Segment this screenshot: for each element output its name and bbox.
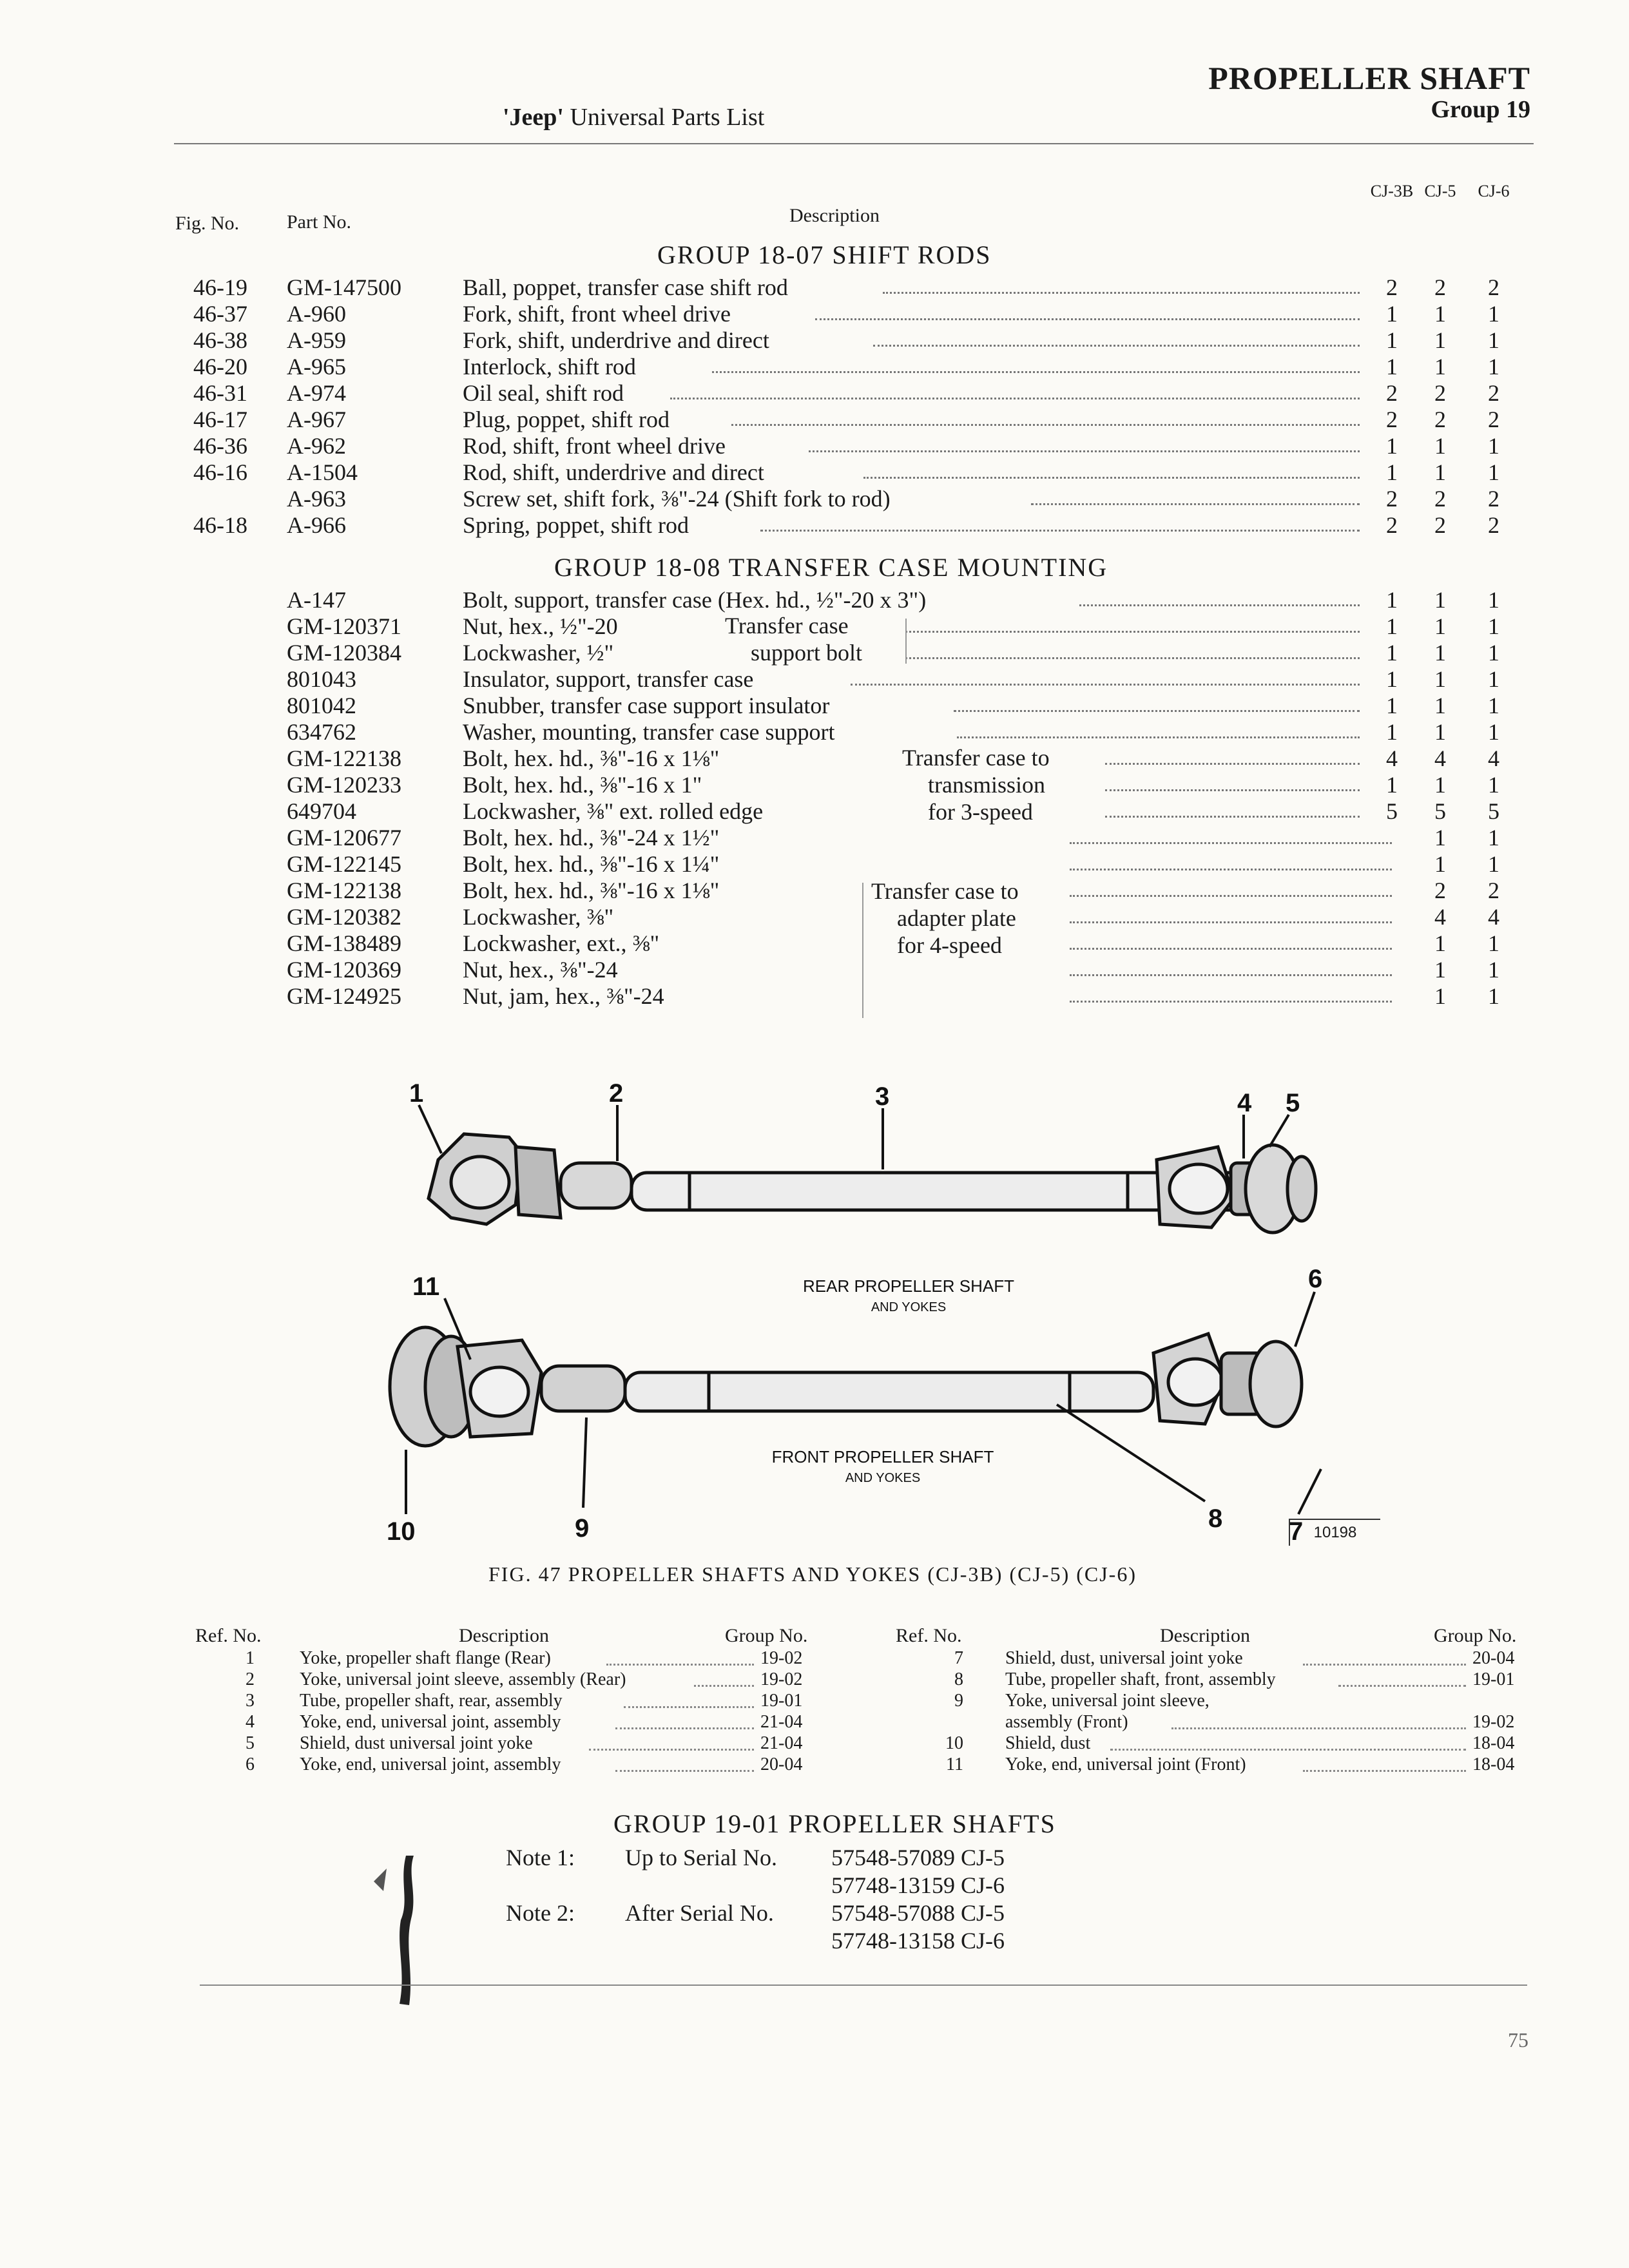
- callout-3: 3: [875, 1082, 890, 1111]
- qty-cj5: 1: [1434, 930, 1446, 956]
- part-number: GM-120233: [287, 772, 401, 798]
- ref-group-number: 19-01: [760, 1691, 803, 1711]
- col-model-cj5: CJ-5: [1424, 182, 1456, 200]
- ref-leader-dots: [1338, 1685, 1466, 1687]
- part-number: 649704: [287, 798, 356, 824]
- callout-7: 7: [1289, 1517, 1304, 1546]
- qty-cj3b: 1: [1386, 433, 1398, 459]
- note-2-label: Note 2:: [506, 1900, 575, 1926]
- col-part-no: Part No.: [287, 211, 351, 233]
- part-description: Oil seal, shift rod: [463, 380, 624, 406]
- note-2-serial-cj6: 57748-13158 CJ-6: [831, 1928, 1005, 1954]
- qty-cj3b: 2: [1386, 274, 1398, 300]
- qty-cj5: 1: [1434, 825, 1446, 850]
- side-note-support: Transfer case support bolt: [725, 613, 863, 666]
- part-number: GM-147500: [287, 274, 401, 300]
- leader-dots: [851, 684, 1360, 686]
- qty-cj6: 1: [1488, 587, 1499, 613]
- part-description: Bolt, hex. hd., ⅜"-24 x 1½": [463, 825, 720, 850]
- qty-cj3b: 1: [1386, 772, 1398, 798]
- leader-dots: [760, 530, 1360, 532]
- list-title: Universal Parts List: [563, 104, 765, 131]
- ref-number: 8: [954, 1669, 963, 1689]
- qty-cj6: 2: [1488, 486, 1499, 512]
- part-number: GM-120384: [287, 640, 401, 666]
- qty-cj3b: 4: [1386, 745, 1398, 771]
- ref-leader-dots: [606, 1664, 754, 1666]
- qty-cj6: 2: [1488, 512, 1499, 538]
- part-row: [0, 432, 1629, 459]
- part-number: 801042: [287, 693, 356, 718]
- part-number: A-966: [287, 512, 346, 538]
- ref-description: Yoke, end, universal joint, assembly: [300, 1754, 561, 1774]
- callout-2: 2: [609, 1079, 624, 1108]
- qty-cj5: 1: [1434, 772, 1446, 798]
- description-header-right: Description: [1160, 1625, 1250, 1646]
- qty-cj3b: 1: [1386, 327, 1398, 353]
- qty-cj3b: 5: [1386, 798, 1398, 824]
- ref-leader-dots: [589, 1749, 754, 1751]
- part-row: [0, 485, 1629, 512]
- leader-dots: [954, 710, 1360, 712]
- group-no-header-right: Group No.: [1434, 1625, 1517, 1646]
- ref-number: 7: [954, 1648, 963, 1668]
- ref-group-number: 20-04: [760, 1754, 803, 1774]
- part-description: Nut, jam, hex., ⅜"-24: [463, 983, 664, 1009]
- part-description: Nut, hex., ⅜"-24: [463, 957, 618, 983]
- front-shaft-label-2: AND YOKES: [845, 1471, 921, 1485]
- qty-cj3b: 1: [1386, 693, 1398, 718]
- ref-description: Tube, propeller shaft, rear, assembly: [300, 1691, 563, 1711]
- brace-four-speed: [862, 883, 863, 1018]
- leader-dots: [1105, 763, 1360, 765]
- ref-group-number: 18-04: [1472, 1733, 1515, 1753]
- ref-description: Yoke, universal joint sleeve, assembly (Rear): [300, 1669, 626, 1689]
- part-row: [0, 771, 1629, 798]
- side-note-three-speed: Transfer case to transmission for 3-speed: [902, 745, 1050, 825]
- part-row: [0, 956, 1629, 983]
- callout-4: 4: [1237, 1089, 1252, 1117]
- callout-10: 10: [387, 1517, 416, 1546]
- description-header-left: Description: [459, 1625, 549, 1646]
- col-model-cj6: CJ-6: [1478, 182, 1510, 200]
- fig-number: 46-18: [193, 512, 247, 538]
- side-note-four-speed: Transfer case to adapter plate for 4-speed: [871, 878, 1019, 958]
- qty-cj3b: 1: [1386, 587, 1398, 613]
- qty-cj5: 1: [1434, 613, 1446, 639]
- header-rule: [174, 143, 1534, 144]
- ref-number: 5: [246, 1733, 255, 1753]
- part-row: [0, 718, 1629, 745]
- part-description: Fork, shift, front wheel drive: [463, 301, 731, 327]
- qty-cj5: 1: [1434, 354, 1446, 380]
- qty-cj5: 1: [1434, 640, 1446, 666]
- qty-cj6: 1: [1488, 459, 1499, 485]
- fig-number: 46-37: [193, 301, 247, 327]
- callout-11: 11: [412, 1273, 440, 1301]
- leader-dots: [863, 477, 1360, 479]
- ref-leader-dots: [1171, 1727, 1466, 1729]
- ref-leader-dots: [1110, 1749, 1466, 1751]
- part-row: [0, 745, 1629, 772]
- qty-cj3b: 1: [1386, 301, 1398, 327]
- part-row: [0, 353, 1629, 380]
- ref-number: 1: [246, 1648, 255, 1668]
- part-row: [0, 877, 1629, 904]
- group-title-propeller-shafts: GROUP 19-01 PROPELLER SHAFTS: [613, 1809, 1056, 1838]
- leader-dots: [873, 345, 1360, 347]
- part-description: Bolt, hex. hd., ⅜"-16 x 1⅛": [463, 745, 720, 771]
- qty-cj5: 2: [1434, 380, 1446, 406]
- part-description: Spring, poppet, shift rod: [463, 512, 689, 538]
- part-row: [0, 930, 1629, 957]
- col-description: Description: [789, 205, 880, 226]
- part-description: Bolt, hex. hd., ⅜"-16 x 1": [463, 772, 702, 798]
- ref-number: 10: [945, 1733, 963, 1753]
- qty-cj5: 1: [1434, 851, 1446, 877]
- qty-cj5: 1: [1434, 433, 1446, 459]
- callout-5: 5: [1286, 1089, 1300, 1117]
- qty-cj5: 1: [1434, 459, 1446, 485]
- qty-cj6: 1: [1488, 301, 1499, 327]
- qty-cj6: 5: [1488, 798, 1499, 824]
- part-description: Washer, mounting, transfer case support: [463, 719, 835, 745]
- part-number: A-962: [287, 433, 346, 459]
- qty-cj5: 2: [1434, 512, 1446, 538]
- qty-cj5: 1: [1434, 666, 1446, 692]
- ref-description: Shield, dust: [1005, 1733, 1091, 1753]
- leader-dots: [731, 424, 1360, 426]
- qty-cj6: 1: [1488, 983, 1499, 1009]
- ink-smudge: [361, 1843, 438, 2023]
- qty-cj3b: 1: [1386, 354, 1398, 380]
- leader-dots: [905, 657, 1360, 659]
- ref-description: assembly (Front): [1005, 1712, 1128, 1732]
- ref-description: Yoke, end, universal joint (Front): [1005, 1754, 1246, 1774]
- part-description: Nut, hex., ½"-20: [463, 613, 618, 639]
- qty-cj5: 1: [1434, 327, 1446, 353]
- part-row: [0, 798, 1629, 825]
- qty-cj6: 1: [1488, 693, 1499, 718]
- leader-dots: [1070, 948, 1392, 950]
- leader-dots: [1105, 816, 1360, 818]
- part-description: Interlock, shift rod: [463, 354, 636, 380]
- qty-cj3b: 1: [1386, 459, 1398, 485]
- note-2-serial-cj5: 57548-57088 CJ-5: [831, 1900, 1005, 1926]
- qty-cj6: 4: [1488, 745, 1499, 771]
- qty-cj5: 1: [1434, 693, 1446, 718]
- leader-dots: [883, 292, 1360, 294]
- qty-cj5: 4: [1434, 745, 1446, 771]
- ref-leader-dots: [1303, 1664, 1466, 1666]
- part-row: [0, 824, 1629, 851]
- part-number: A-963: [287, 486, 346, 512]
- part-description: Bolt, support, transfer case (Hex. hd., ½"-20 x 3"): [463, 587, 927, 613]
- footer-rule: [200, 1984, 1527, 1986]
- part-number: GM-122138: [287, 745, 401, 771]
- qty-cj5: 5: [1434, 798, 1446, 824]
- rear-shaft-label: REAR PROPELLER SHAFT: [803, 1276, 1014, 1296]
- part-row: [0, 586, 1629, 613]
- note-1-serial-cj6: 57748-13159 CJ-6: [831, 1872, 1005, 1898]
- qty-cj6: 2: [1488, 878, 1499, 903]
- ref-no-header-left: Ref. No.: [195, 1625, 262, 1646]
- leader-dots: [1070, 921, 1392, 923]
- qty-cj6: 1: [1488, 930, 1499, 956]
- part-number: A-974: [287, 380, 346, 406]
- callout-9: 9: [575, 1514, 590, 1542]
- brace-support: [905, 619, 907, 664]
- fig-number: 46-38: [193, 327, 247, 353]
- qty-cj5: 4: [1434, 904, 1446, 930]
- figure-number: 10198: [1289, 1519, 1380, 1546]
- ref-group-number: 21-04: [760, 1712, 803, 1732]
- ref-group-number: 20-04: [1472, 1648, 1515, 1668]
- part-row: [0, 666, 1629, 693]
- qty-cj5: 2: [1434, 274, 1446, 300]
- ref-number: 11: [946, 1754, 963, 1774]
- ref-leader-dots: [1303, 1770, 1466, 1772]
- part-description: Screw set, shift fork, ⅜"-24 (Shift fork to rod): [463, 486, 891, 512]
- ref-group-number: 18-04: [1472, 1754, 1515, 1774]
- part-number: GM-120371: [287, 613, 401, 639]
- leader-dots: [809, 450, 1360, 452]
- qty-cj5: 1: [1434, 719, 1446, 745]
- note-2-text: After Serial No.: [625, 1900, 774, 1926]
- qty-cj3b: 2: [1386, 407, 1398, 432]
- ref-number: 9: [954, 1691, 963, 1711]
- qty-cj6: 1: [1488, 719, 1499, 745]
- part-description: Ball, poppet, transfer case shift rod: [463, 274, 788, 300]
- qty-cj3b: 2: [1386, 380, 1398, 406]
- ref-description: Shield, dust universal joint yoke: [300, 1733, 533, 1753]
- part-number: 634762: [287, 719, 356, 745]
- part-number: GM-122138: [287, 878, 401, 903]
- group-no-header-left: Group No.: [725, 1625, 808, 1646]
- callout-6: 6: [1308, 1265, 1323, 1293]
- qty-cj6: 4: [1488, 904, 1499, 930]
- page-number: 75: [1508, 2028, 1528, 2052]
- note-1-label: Note 1:: [506, 1845, 575, 1870]
- qty-cj5: 1: [1434, 587, 1446, 613]
- part-description: Lockwasher, ⅜" ext. rolled edge: [463, 798, 764, 824]
- fig-number: 46-31: [193, 380, 247, 406]
- group-title-shift-rods: GROUP 18-07 SHIFT RODS: [657, 240, 992, 269]
- leader-dots: [1070, 895, 1392, 897]
- part-number: GM-120677: [287, 825, 401, 850]
- callout-8: 8: [1208, 1504, 1223, 1533]
- qty-cj5: 1: [1434, 983, 1446, 1009]
- part-number: A-960: [287, 301, 346, 327]
- ref-no-header-right: Ref. No.: [896, 1625, 962, 1646]
- col-model-cj3b: CJ-3B: [1370, 182, 1414, 200]
- part-description: Bolt, hex. hd., ⅜"-16 x 1¼": [463, 851, 720, 877]
- leader-dots: [1031, 503, 1360, 505]
- part-number: A-147: [287, 587, 346, 613]
- part-description: Fork, shift, underdrive and direct: [463, 327, 769, 353]
- parts-list-title: [503, 103, 764, 131]
- leader-dots: [1105, 789, 1360, 791]
- ref-number: 2: [246, 1669, 255, 1689]
- ref-description: Yoke, universal joint sleeve,: [1005, 1691, 1210, 1711]
- part-number: GM-120369: [287, 957, 401, 983]
- qty-cj6: 1: [1488, 354, 1499, 380]
- leader-dots: [815, 318, 1360, 320]
- part-number: GM-138489: [287, 930, 401, 956]
- ref-leader-dots: [615, 1770, 754, 1772]
- note-1-serial-cj5: 57548-57089 CJ-5: [831, 1845, 1005, 1870]
- ref-description: Shield, dust, universal joint yoke: [1005, 1648, 1243, 1668]
- part-row: [0, 692, 1629, 719]
- qty-cj3b: 2: [1386, 512, 1398, 538]
- qty-cj6: 1: [1488, 825, 1499, 850]
- figure-caption: FIG. 47 PROPELLER SHAFTS AND YOKES (CJ-3B) (CJ-5) (CJ-6): [488, 1562, 1137, 1586]
- part-number: GM-122145: [287, 851, 401, 877]
- qty-cj5: 2: [1434, 878, 1446, 903]
- ref-number: 3: [246, 1691, 255, 1711]
- leader-dots: [670, 398, 1360, 399]
- leader-dots: [712, 371, 1360, 373]
- ref-leader-dots: [615, 1727, 754, 1729]
- rear-propeller-shaft: [429, 1134, 1316, 1233]
- note-1-text: Up to Serial No.: [625, 1845, 777, 1870]
- qty-cj6: 1: [1488, 327, 1499, 353]
- rear-shaft-label-2: AND YOKES: [871, 1300, 947, 1314]
- ref-description: Yoke, end, universal joint, assembly: [300, 1712, 561, 1732]
- group-title-transfer-case-mounting: GROUP 18-08 TRANSFER CASE MOUNTING: [554, 553, 1108, 582]
- ref-group-number: 19-01: [1472, 1669, 1515, 1689]
- callout-1: 1: [409, 1079, 424, 1108]
- part-row: [0, 380, 1629, 407]
- ref-number: 6: [246, 1754, 255, 1774]
- qty-cj5: 1: [1434, 957, 1446, 983]
- front-propeller-shaft: [390, 1327, 1302, 1446]
- ref-leader-dots: [624, 1706, 754, 1708]
- part-number: A-1504: [287, 459, 358, 485]
- leader-dots: [1070, 1001, 1392, 1003]
- qty-cj5: 2: [1434, 486, 1446, 512]
- brand-name: 'Jeep': [503, 104, 564, 131]
- leader-dots: [1070, 869, 1392, 870]
- ref-group-number: 19-02: [760, 1648, 803, 1668]
- qty-cj3b: 1: [1386, 640, 1398, 666]
- part-number: A-959: [287, 327, 346, 353]
- qty-cj6: 2: [1488, 274, 1499, 300]
- leader-dots: [1070, 974, 1392, 976]
- qty-cj5: 2: [1434, 407, 1446, 432]
- fig-number: 46-36: [193, 433, 247, 459]
- part-description: Lockwasher, ext., ⅜": [463, 930, 660, 956]
- ref-group-number: 19-02: [760, 1669, 803, 1689]
- part-number: A-967: [287, 407, 346, 432]
- qty-cj6: 1: [1488, 957, 1499, 983]
- fig-number: 46-16: [193, 459, 247, 485]
- part-description: Rod, shift, underdrive and direct: [463, 459, 764, 485]
- qty-cj6: 1: [1488, 772, 1499, 798]
- propeller-shaft-diagram: [354, 1076, 1398, 1566]
- part-number: 801043: [287, 666, 356, 692]
- part-row: [0, 327, 1629, 354]
- part-row: [0, 512, 1629, 539]
- ref-number: 4: [246, 1712, 255, 1732]
- part-number: GM-124925: [287, 983, 401, 1009]
- part-row: [0, 459, 1629, 486]
- part-number: GM-120382: [287, 904, 401, 930]
- ref-description: Yoke, propeller shaft flange (Rear): [300, 1648, 551, 1668]
- part-description: Insulator, support, transfer case: [463, 666, 754, 692]
- qty-cj6: 1: [1488, 666, 1499, 692]
- qty-cj6: 1: [1488, 640, 1499, 666]
- part-description: Rod, shift, front wheel drive: [463, 433, 726, 459]
- ref-group-number: 19-02: [1472, 1712, 1515, 1732]
- ref-leader-dots: [694, 1685, 754, 1687]
- qty-cj6: 1: [1488, 433, 1499, 459]
- qty-cj6: 1: [1488, 613, 1499, 639]
- part-row: [0, 903, 1629, 930]
- leader-dots: [957, 736, 1360, 738]
- ref-group-number: 21-04: [760, 1733, 803, 1753]
- part-number: A-965: [287, 354, 346, 380]
- qty-cj5: 1: [1434, 301, 1446, 327]
- section-title: PROPELLER SHAFT: [1208, 60, 1530, 96]
- part-description: Lockwasher, ⅜": [463, 904, 614, 930]
- qty-cj3b: 1: [1386, 666, 1398, 692]
- fig-number: 46-17: [193, 407, 247, 432]
- ref-description: Tube, propeller shaft, front, assembly: [1005, 1669, 1276, 1689]
- qty-cj6: 2: [1488, 380, 1499, 406]
- qty-cj6: 2: [1488, 407, 1499, 432]
- leader-dots: [1070, 842, 1392, 844]
- leader-dots: [1079, 604, 1360, 606]
- fig-number: 46-20: [193, 354, 247, 380]
- fig-number: 46-19: [193, 274, 247, 300]
- part-row: [0, 850, 1629, 878]
- part-row: [0, 983, 1629, 1010]
- part-row: [0, 300, 1629, 327]
- part-description: Lockwasher, ½": [463, 640, 614, 666]
- part-description: Snubber, transfer case support insulator: [463, 693, 830, 718]
- qty-cj3b: 1: [1386, 719, 1398, 745]
- part-description: Plug, poppet, shift rod: [463, 407, 670, 432]
- leader-dots: [905, 631, 1360, 633]
- part-row: [0, 274, 1629, 301]
- group-label: Group 19: [1431, 96, 1530, 123]
- part-row: [0, 406, 1629, 433]
- qty-cj3b: 2: [1386, 486, 1398, 512]
- col-fig-no: Fig. No.: [175, 213, 240, 234]
- front-shaft-label: FRONT PROPELLER SHAFT: [771, 1447, 994, 1466]
- qty-cj3b: 1: [1386, 613, 1398, 639]
- part-description: Bolt, hex. hd., ⅜"-16 x 1⅛": [463, 878, 720, 903]
- qty-cj6: 1: [1488, 851, 1499, 877]
